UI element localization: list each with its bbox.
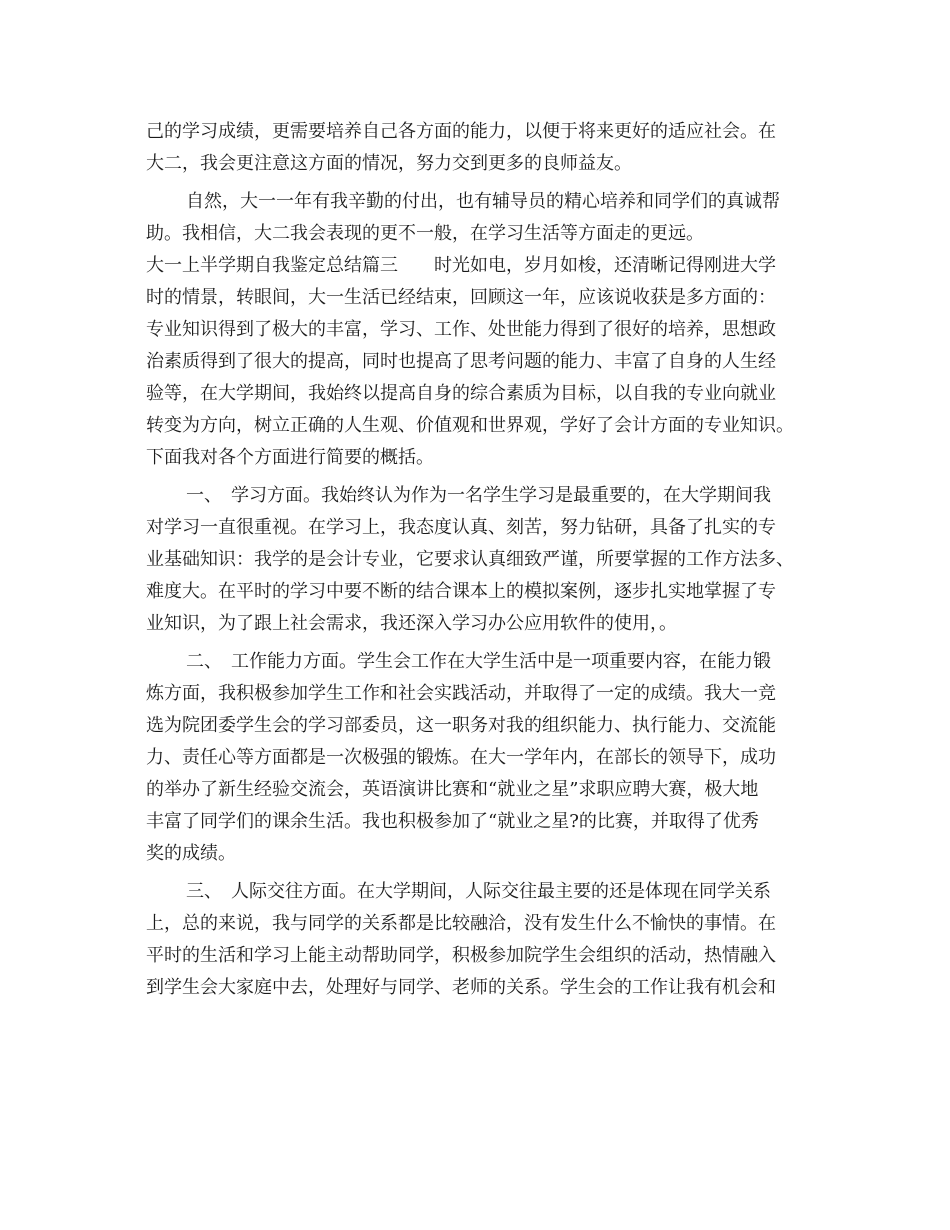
text-line: 上，总的来说，我与同学的关系都是比较融洽，没有发生什么不愉快的事情。在 bbox=[146, 913, 776, 934]
text-line: 难度大。在平时的学习中要不断的结合课本上的模拟案例，逐步扎实地掌握了专 bbox=[146, 581, 776, 602]
document-body bbox=[146, 116, 816, 1004]
text-line: 一、 学习方面。我始终认为作为一名学生学习是最重要的，在大学期间我 bbox=[186, 485, 771, 506]
text-line: 时的情景，转眼间，大一生活已经结束，回顾这一年，应该说收获是多方面的： bbox=[146, 287, 776, 308]
text-line: 转变为方向，树立正确的人生观、价值观和世界观，学好了会计方面的专业知识。 bbox=[146, 415, 794, 436]
text-line: 平时的生活和学习上能主动帮助同学，积极参加院学生会组织的活动，热情融入 bbox=[146, 945, 776, 966]
text-line: 验等，在大学期间，我始终以提高自身的综合素质为目标，以自我的专业向就业 bbox=[146, 383, 776, 404]
text-line: 三、 人际交往方面。在大学期间，人际交往最主要的还是体现在同学关系 bbox=[186, 881, 771, 902]
text-line: 业基础知识：我学的是会计专业，它要求认真细致严谨，所要掌握的工作方法多、 bbox=[146, 549, 794, 570]
text-line: 对学习一直很重视。在学习上，我态度认真、刻苦，努力钻研，具备了扎实的专 bbox=[146, 517, 776, 538]
text-line: 大二，我会更注意这方面的情况，努力交到更多的良师益友。 bbox=[146, 153, 632, 174]
text-line: 选为院团委学生会的学习部委员，这一职务对我的组织能力、执行能力、交流能 bbox=[146, 715, 776, 736]
text-line: 大一上半学期自我鉴定总结篇三 时光如电，岁月如梭，还清晰记得刚进大学 bbox=[146, 255, 776, 276]
text-line: 二、 工作能力方面。学生会工作在大学生活中是一项重要内容，在能力锻 bbox=[186, 651, 771, 672]
text-line: 己的学习成绩，更需要培养自己各方面的能力，以便于将来更好的适应社会。在 bbox=[146, 121, 776, 142]
text-line: 助。我相信，大二我会表现的更不一般，在学习生活等方面走的更远。 bbox=[146, 223, 704, 244]
text-line: 治素质得到了很大的提高，同时也提高了思考问题的能力、丰富了自身的人生经 bbox=[146, 351, 776, 372]
text-line: 业知识，为了跟上社会需求，我还深入学习办公应用软件的使用，。 bbox=[146, 613, 677, 634]
text-line: 力、责任心等方面都是一次极强的锻炼。在大一学年内，在部长的领导下，成功 bbox=[146, 747, 776, 768]
text-line: 炼方面，我积极参加学生工作和社会实践活动，并取得了一定的成绩。我大一竞 bbox=[146, 683, 776, 704]
text-line: 到学生会大家庭中去，处理好与同学、老师的关系。学生会的工作让我有机会和 bbox=[146, 977, 776, 998]
text-line: 下面我对各个方面进行简要的概括。 bbox=[146, 447, 434, 468]
text-line: 奖的成绩。 bbox=[146, 843, 236, 864]
text-line: 丰富了同学们的课余生活。我也积极参加了“就业之星?的比赛，并取得了优秀 bbox=[146, 811, 759, 832]
text-line: 专业知识得到了极大的丰富，学习、工作、处世能力得到了很好的培养，思想政 bbox=[146, 319, 776, 340]
text-line: 自然，大一一年有我辛勤的付出，也有辅导员的精心培养和同学们的真诚帮 bbox=[186, 191, 780, 212]
text-line: 的举办了新生经验交流会，英语演讲比赛和“就业之星”求职应聘大赛，极大地 bbox=[146, 779, 759, 800]
